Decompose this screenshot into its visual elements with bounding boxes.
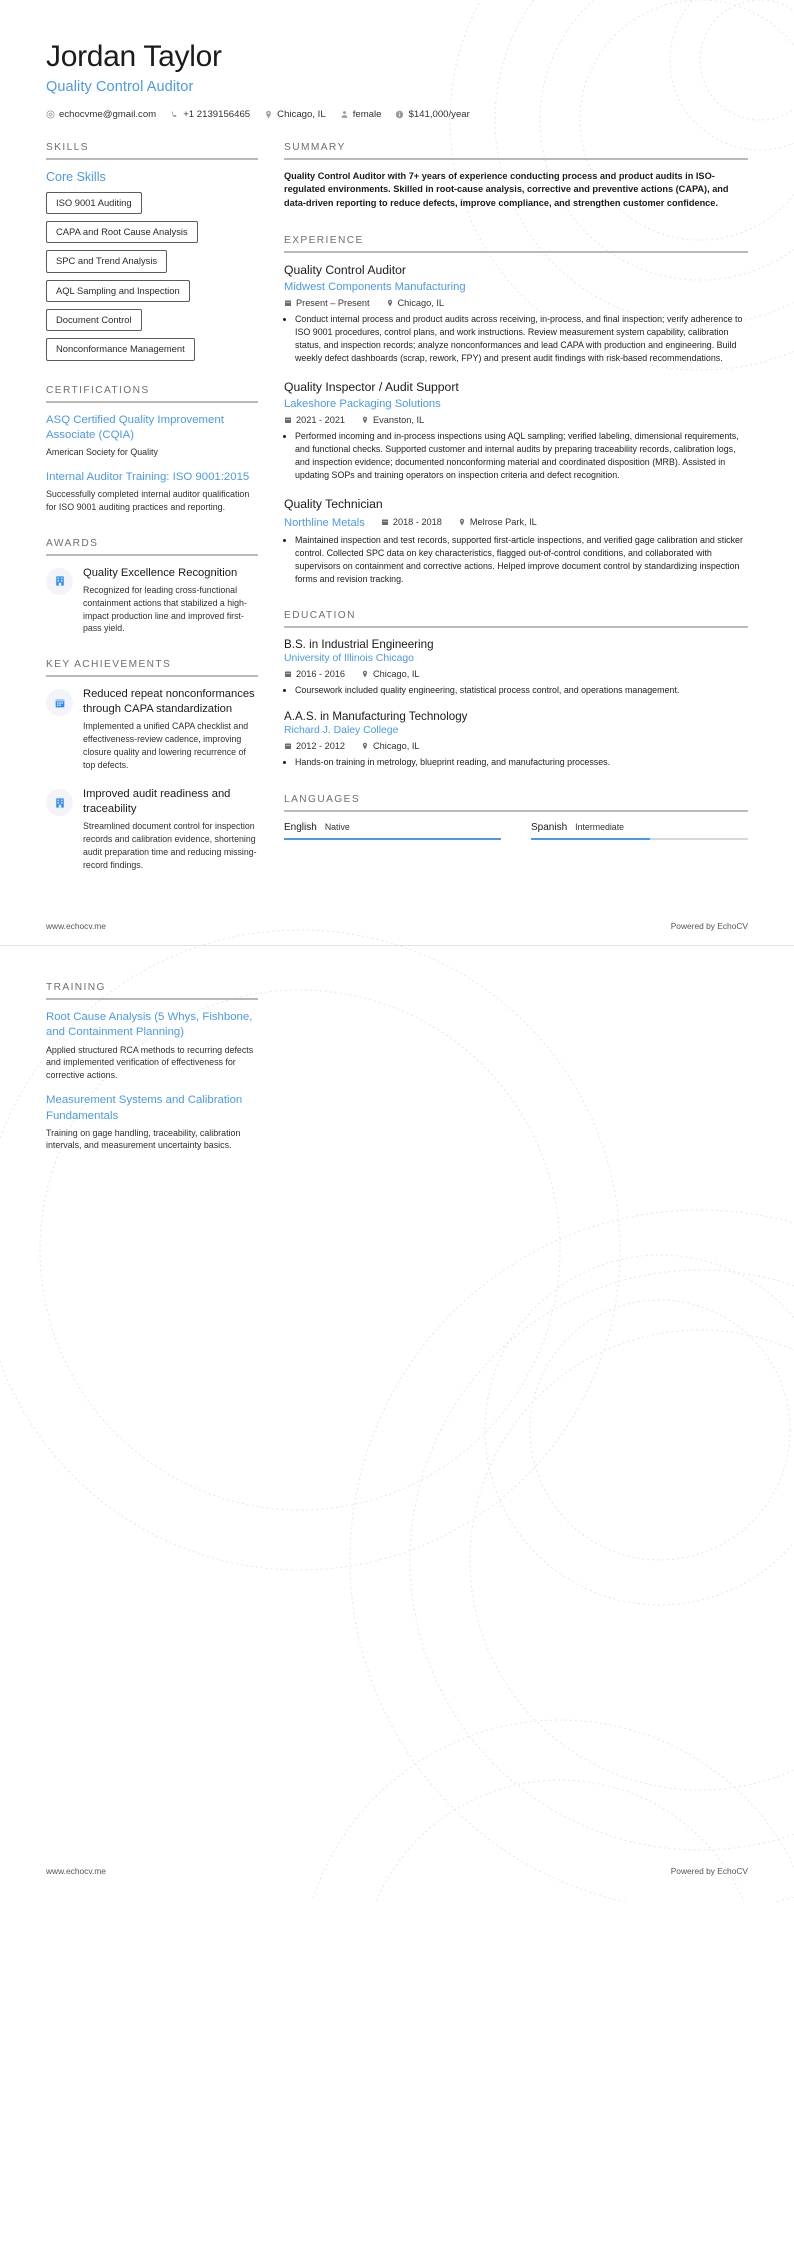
experience-location: [386, 298, 444, 308]
section-awards: [46, 538, 258, 636]
training-item: [46, 1093, 258, 1151]
bullet: • Conduct internal process and product audits across receiving, in-process, and final inspection; verify adherence to ISO 9001 procedures, control plans, and work instructions. Review measurement system capability, calibration status, and inspection records; analyze nonconformances and lead CAPA with production and engineering. Build weekly defect dashboards (scrap, rework, FPY) and present audit findings with risk-based recommendations.: [295, 313, 748, 365]
section-title-training: TRAINING: [46, 982, 106, 994]
achievement-item: [46, 687, 258, 771]
experience-location-value: Chicago, IL: [397, 297, 445, 308]
left-column: [46, 142, 258, 896]
section-title-languages: LANGUAGES: [284, 793, 361, 805]
experience-item: [284, 380, 748, 482]
education-location-value: Chicago, IL: [373, 669, 420, 680]
certification-desc: American Society for Quality: [46, 446, 158, 457]
resume-sheet-page-2: [0, 946, 794, 1175]
skill-chip-list: [46, 192, 258, 361]
skill-chip: CAPA and Root Cause Analysis: [46, 221, 198, 243]
education-school: University of Illinois Chicago: [284, 653, 414, 665]
education-bullets: [284, 756, 748, 769]
skill-chip: SPC and Trend Analysis: [46, 250, 167, 272]
footer-powered: Powered by EchoCV: [670, 1865, 748, 1876]
experience-location: [458, 517, 537, 527]
bottom-spacer: [0, 1876, 794, 1902]
achievement-desc: Implemented a unified CAPA checklist and effectiveness-review cadence, improving closure quality and lowering recurrence of top defects.: [83, 721, 249, 770]
page-title: Jordan Taylor: [46, 40, 222, 73]
language-level: Intermediate: [575, 821, 625, 832]
training-name: Measurement Systems and Calibration Fundamentals: [46, 1094, 243, 1122]
experience-dates-value: Present – Present: [296, 297, 370, 308]
header-job-title: Quality Control Auditor: [46, 78, 194, 95]
award-item: [46, 566, 258, 636]
language-name: Spanish: [531, 821, 568, 833]
award-badge-icon: [54, 575, 66, 587]
achievement-body: [83, 787, 258, 871]
training-desc: Training on gage handling, traceability, calibration intervals, and measurement uncertainty basics.: [46, 1127, 241, 1151]
section-rule: [284, 251, 748, 253]
certification-item: [46, 470, 258, 513]
location-icon: [361, 742, 369, 750]
location-icon: [458, 518, 466, 526]
language-item: [284, 822, 501, 840]
experience-role: Quality Control Auditor: [284, 262, 406, 277]
award-body: [83, 566, 258, 636]
resume-sheet: [0, 0, 794, 895]
right-column: [284, 142, 748, 864]
section-rule: [46, 998, 258, 1000]
experience-dates: [381, 517, 442, 527]
section-rule: [46, 675, 258, 677]
education-item: [284, 638, 748, 697]
language-bar-fill: [284, 838, 501, 840]
section-rule: [46, 401, 258, 403]
education-item: [284, 710, 748, 769]
left-column-page-2: [46, 982, 258, 1175]
language-name: English: [284, 821, 317, 833]
section-title-experience: EXPERIENCE: [284, 234, 364, 246]
language-bar-track: [284, 838, 501, 840]
location-icon: [361, 416, 369, 424]
bullet: • Performed incoming and in-process inspections using AQL sampling; verified labeling, dimensional requirements, and functional checks. Supported customer and internal audits by preparing traceability records, calibration logs, and inspection evidence; documented nonconforming material and coordinated disposition (MRB). Assisted in updating SOPs and training operators on inspection criteria and defect recognition.: [295, 430, 748, 482]
achievement-desc: Streamlined document control for inspection records and calibration evidence, shortening audit preparation time and reducing missing-record findings.: [83, 821, 257, 870]
skill-chip: AQL Sampling and Inspection: [46, 280, 190, 302]
certification-name: ASQ Certified Quality Improvement Associate (CQIA): [46, 413, 224, 441]
education-meta: [284, 669, 748, 679]
experience-dates-value: 2021 - 2021: [296, 414, 346, 425]
education-meta: [284, 741, 748, 751]
award-badge: [46, 568, 73, 595]
section-experience: [284, 235, 748, 587]
achievement-title: Improved audit readiness and traceability: [83, 788, 231, 815]
contact-email: [46, 109, 156, 120]
contact-email-value: echocvme@gmail.com: [59, 108, 157, 120]
experience-company: Midwest Components Manufacturing: [284, 280, 466, 293]
education-dates: [284, 669, 345, 679]
section-certifications: [46, 385, 258, 514]
experience-location-value: Evanston, IL: [373, 414, 425, 425]
experience-location-value: Melrose Park, IL: [469, 517, 537, 528]
award-desc: Recognized for leading cross-functional containment actions that stabilized a high-impact production line and improved first-pass yield.: [83, 585, 247, 634]
experience-meta: [284, 298, 748, 308]
skill-chip: Nonconformance Management: [46, 338, 195, 360]
language-bar-fill: [531, 838, 650, 840]
experience-role: Quality Technician: [284, 497, 383, 512]
experience-bullets: [284, 313, 748, 365]
contact-phone-value: +1 2139156465: [183, 108, 251, 120]
experience-bullets: [284, 534, 748, 586]
page-footer: [0, 921, 794, 931]
summary-text: Quality Control Auditor with 7+ years of experience conducting process and product audits in ISO-regulated environments. Skilled in root-cause analysis, corrective and preventive actions (CAPA), and data-driven reporting to reduce defects, improve compliance, and strengthen customer confidence.: [284, 170, 729, 209]
experience-location: [361, 415, 424, 425]
achievement-body: [83, 687, 258, 771]
education-bullets: [284, 684, 748, 697]
calendar-icon: [381, 518, 389, 526]
contact-phone: [170, 109, 250, 120]
language-head: [284, 822, 501, 833]
language-head: [531, 822, 748, 833]
section-title-certifications: CERTIFICATIONS: [46, 384, 150, 396]
language-list: [284, 822, 748, 840]
section-skills: [46, 142, 258, 361]
footer-site: www.echocv.me: [46, 921, 106, 932]
contact-location: [264, 109, 326, 120]
calendar-icon: [54, 697, 66, 709]
experience-company: Lakeshore Packaging Solutions: [284, 397, 441, 410]
award-title: Quality Excellence Recognition: [83, 566, 238, 579]
contact-row: [46, 109, 748, 120]
section-title-education: EDUCATION: [284, 610, 356, 622]
section-education: [284, 610, 748, 769]
skill-group-name: Core Skills: [46, 169, 106, 184]
education-dates-value: 2016 - 2016: [296, 669, 346, 680]
contact-location-value: Chicago, IL: [277, 108, 326, 120]
section-rule: [284, 626, 748, 628]
section-summary: [284, 142, 748, 211]
calendar-icon: [284, 299, 292, 307]
certification-desc: Successfully completed internal auditor qualification for ISO 9001 auditing practices and reporting.: [46, 489, 250, 512]
contact-gender-value: female: [352, 108, 382, 120]
section-rule: [46, 554, 258, 556]
education-degree: A.A.S. in Manufacturing Technology: [284, 710, 468, 724]
contact-gender: [340, 109, 382, 120]
education-dates: [284, 741, 345, 751]
page-footer-2: [0, 1866, 794, 1876]
section-title-skills: SKILLS: [46, 141, 89, 153]
section-rule: [284, 810, 748, 812]
language-bar-track: [531, 838, 748, 840]
skill-chip: ISO 9001 Auditing: [46, 192, 142, 214]
bullet: • Coursework included quality engineering, statistical process control, and operations management.: [295, 684, 748, 697]
education-dates-value: 2012 - 2012: [296, 741, 346, 752]
page-2-spacer: [0, 1176, 794, 1866]
certification-item: [46, 413, 258, 459]
experience-company: Northline Metals: [284, 517, 365, 530]
calendar-icon: [284, 416, 292, 424]
section-title-awards: AWARDS: [46, 537, 99, 549]
experience-dates: [284, 415, 345, 425]
experience-meta: [284, 515, 748, 529]
calendar-icon: [284, 742, 292, 750]
skill-chip: Document Control: [46, 309, 142, 331]
location-icon: [361, 670, 369, 678]
bullet: • Maintained inspection and test records, supported first-article inspections, and verified gage calibration and sticker control. Collected SPC data on key characteristics, flagged out-of-control conditions, and collaborated with supervisors on containment and corrective actions. Helped improve document control by standardizing inspection forms and revision tracking.: [295, 534, 748, 586]
phone-icon: [170, 110, 179, 119]
education-degree: B.S. in Industrial Engineering: [284, 638, 434, 652]
bullet: • Hands-on training in metrology, blueprint reading, and manufacturing processes.: [295, 756, 748, 769]
experience-item: [284, 497, 748, 586]
email-icon: [46, 110, 55, 119]
section-title-summary: SUMMARY: [284, 141, 346, 153]
training-name: Root Cause Analysis (5 Whys, Fishbone, and Containment Planning): [46, 1011, 253, 1039]
language-item: [531, 822, 748, 840]
experience-item: [284, 263, 748, 365]
person-icon: [340, 110, 349, 119]
education-location: [361, 669, 419, 679]
section-training: [46, 982, 258, 1151]
section-rule: [284, 158, 748, 160]
training-desc: Applied structured RCA methods to recurring defects and implemented verification of effectiveness for corrective actions.: [46, 1044, 254, 1080]
certification-name: Internal Auditor Training: ISO 9001:2015: [46, 471, 250, 484]
training-item: [46, 1010, 258, 1081]
award-badge-icon: [54, 797, 66, 809]
contact-salary-value: $141,000/year: [408, 108, 470, 120]
calendar-icon: [284, 670, 292, 678]
resume-body: [46, 142, 748, 896]
section-key-achievements: [46, 659, 258, 871]
education-location-value: Chicago, IL: [373, 741, 420, 752]
resume-header: [46, 40, 748, 120]
salary-icon: [395, 110, 404, 119]
achievement-badge: [46, 689, 73, 716]
achievement-title: Reduced repeat nonconformances through CAPA standardization: [83, 688, 255, 715]
section-title-key-achievements: KEY ACHIEVEMENTS: [46, 659, 172, 671]
experience-bullets: [284, 430, 748, 482]
education-school: Richard J. Daley College: [284, 725, 399, 737]
language-level: Native: [324, 821, 350, 832]
experience-dates-value: 2018 - 2018: [392, 517, 442, 528]
achievement-badge: [46, 789, 73, 816]
contact-salary: [395, 109, 469, 120]
experience-role: Quality Inspector / Audit Support: [284, 380, 459, 395]
resume-body-page-2: [46, 982, 748, 1175]
education-location: [361, 741, 419, 751]
footer-powered: Powered by EchoCV: [670, 921, 748, 932]
footer-site: www.echocv.me: [46, 1865, 106, 1876]
achievement-item: [46, 787, 258, 871]
experience-meta: [284, 415, 748, 425]
experience-dates: [284, 298, 370, 308]
location-icon: [386, 299, 394, 307]
location-icon: [264, 110, 273, 119]
section-rule: [46, 158, 258, 160]
section-languages: [284, 794, 748, 840]
